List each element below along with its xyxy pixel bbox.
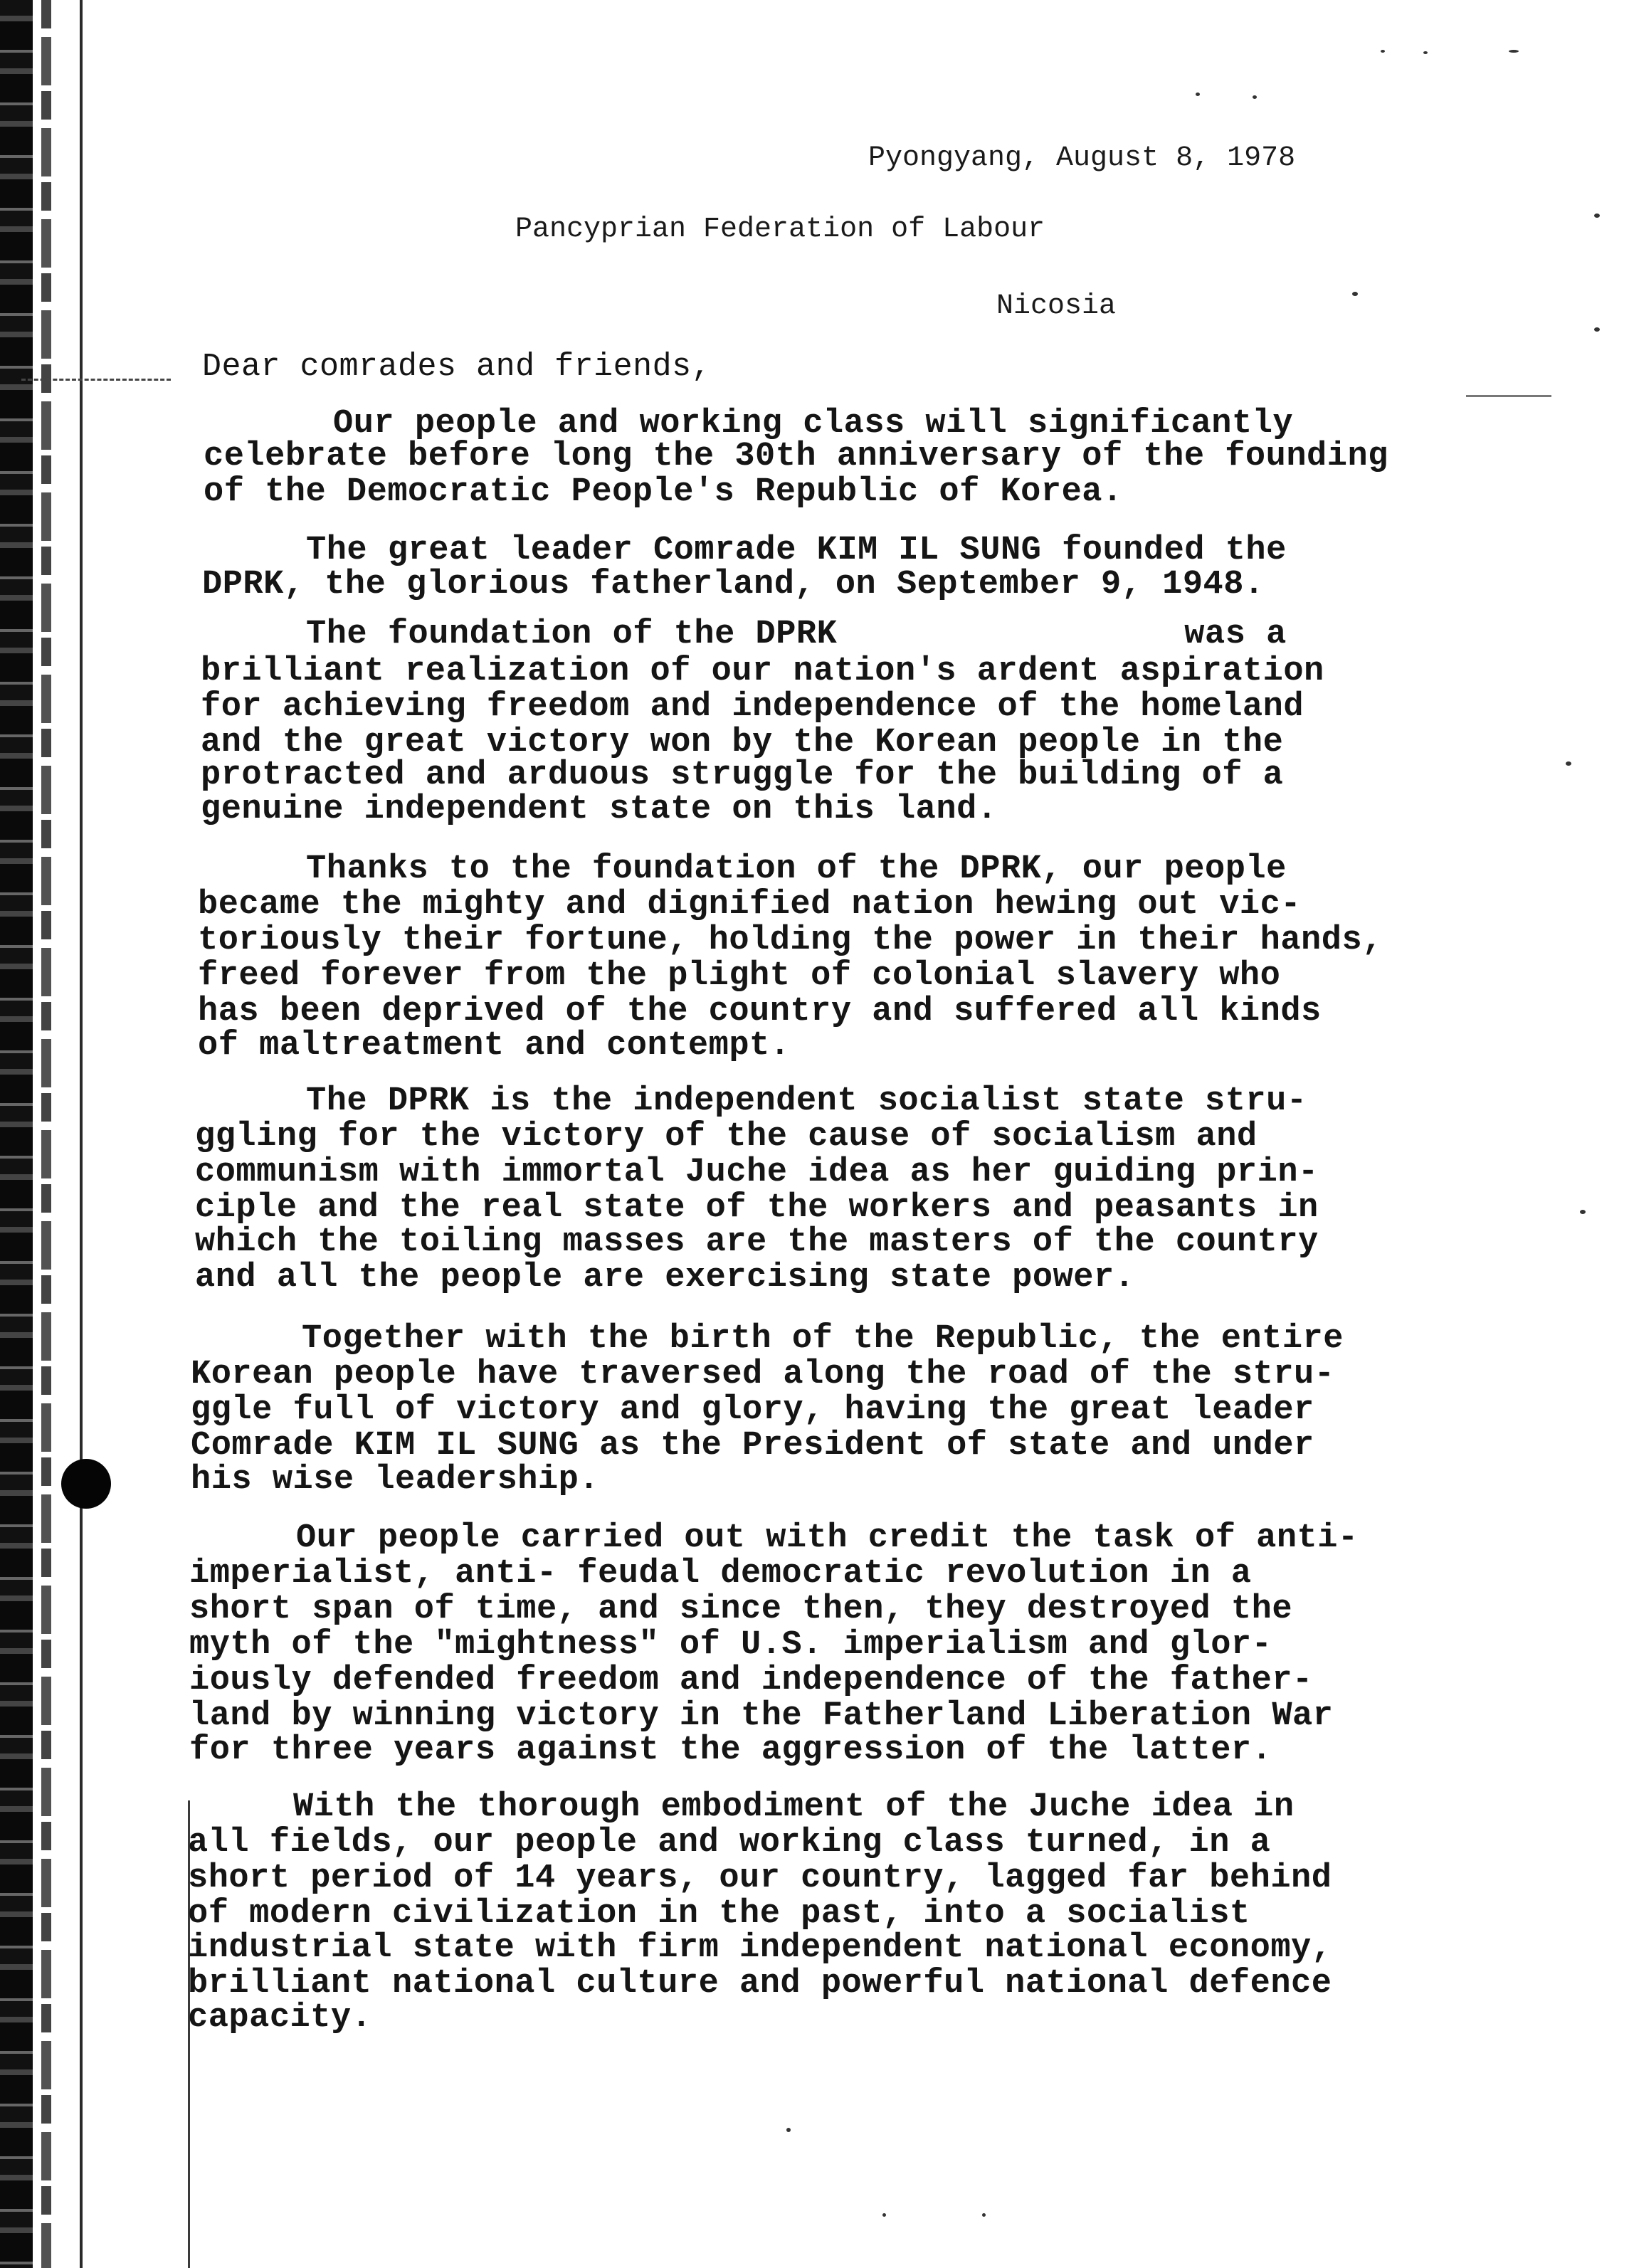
text-line: celebrate before long the 30th anniversary of the founding xyxy=(204,438,1388,475)
text-line: Korean people have traversed along the road of the stru- xyxy=(191,1356,1335,1393)
scan-speck xyxy=(1196,93,1200,96)
scan-speck xyxy=(1594,327,1600,332)
scan-edge-line xyxy=(80,0,83,2268)
text-line: land by winning victory in the Fatherland Liberation War xyxy=(189,1697,1334,1735)
scan-speck xyxy=(1423,51,1428,54)
text-line: and all the people are exercising state power. xyxy=(195,1259,1135,1297)
text-line: ggling for the victory of the cause of socialism and xyxy=(195,1118,1258,1156)
text-line: his wise leadership. xyxy=(191,1461,600,1499)
text-line: brilliant realization of our nation's ardent aspiration xyxy=(201,653,1324,690)
text-line: DPRK, the glorious fatherland, on September 9, 1948. xyxy=(202,566,1265,603)
scan-speck xyxy=(786,2128,791,2132)
text-line: Our people and working class will significantly xyxy=(333,405,1294,443)
letter-recipient: Pancyprian Federation of Labour xyxy=(515,213,1045,246)
text-line: imperialist, anti- feudal democratic revolution in a xyxy=(189,1555,1252,1593)
text-line: capacity. xyxy=(188,1999,372,2037)
text-line: all fields, our people and working class turned, in a xyxy=(188,1824,1271,1862)
scan-speck xyxy=(1352,292,1358,296)
text-line: for achieving freedom and independence of the homeland xyxy=(201,688,1304,726)
scan-speck xyxy=(1381,50,1385,53)
text-line: myth of the "mightness" of U.S. imperialism and glor- xyxy=(189,1626,1272,1664)
text-line: has been deprived of the country and suffered all kinds xyxy=(198,993,1322,1030)
scan-speck xyxy=(1580,1210,1586,1214)
scan-speck xyxy=(1566,761,1571,766)
text-line: of maltreatment and contempt. xyxy=(198,1027,791,1065)
text-line: The great leader Comrade KIM IL SUNG founded the xyxy=(306,532,1287,569)
scan-speck xyxy=(1509,50,1519,53)
scan-speck xyxy=(1594,213,1600,218)
text-line: Thanks to the foundation of the DPRK, our people xyxy=(306,850,1287,888)
text-line: ciple and the real state of the workers and peasants in xyxy=(195,1189,1319,1227)
text-line: became the mighty and dignified nation hewing out vic- xyxy=(198,886,1302,924)
text-line: The foundation of the DPRK was a xyxy=(306,616,1287,653)
margin-dash-line xyxy=(21,379,171,381)
text-line: The DPRK is the independent socialist state stru- xyxy=(306,1082,1307,1120)
text-line: protracted and arduous struggle for the building of a xyxy=(201,756,1284,794)
text-line: short period of 14 years, our country, lagged far behind xyxy=(188,1860,1332,1897)
text-line: Comrade KIM IL SUNG as the President of state and under xyxy=(191,1427,1314,1465)
text-line: communism with immortal Juche idea as her guiding prin- xyxy=(195,1154,1319,1191)
letter-date: Pyongyang, August 8, 1978 xyxy=(868,142,1296,174)
text-line: toriously their fortune, holding the power in their hands, xyxy=(198,922,1383,959)
text-line: iously defended freedom and independence of the father- xyxy=(189,1662,1313,1699)
text-line: industrial state with firm independent national economy, xyxy=(188,1929,1332,1967)
text-line: for three years against the aggression of the latter. xyxy=(189,1731,1272,1769)
text-line: brilliant national culture and powerful national defence xyxy=(188,1965,1332,2003)
text-line: short span of time, and since then, they destroyed the xyxy=(189,1591,1293,1628)
text-line: With the thorough embodiment of the Juche idea in xyxy=(293,1788,1295,1826)
scan-speck xyxy=(1253,95,1257,99)
text-line: freed forever from the plight of colonial slavery who xyxy=(198,957,1281,995)
scan-edge-bar-inner xyxy=(41,0,51,2268)
text-line: genuine independent state on this land. xyxy=(201,791,998,828)
text-line: of the Democratic People's Republic of Korea. xyxy=(204,473,1123,511)
scan-speck xyxy=(1466,395,1551,397)
text-line: Together with the birth of the Republic, the entire xyxy=(302,1320,1344,1358)
text-line: ggle full of victory and glory, having the great leader xyxy=(191,1391,1314,1429)
text-line: which the toiling masses are the masters of the country xyxy=(195,1223,1319,1261)
punch-hole xyxy=(61,1459,111,1509)
letter-city: Nicosia xyxy=(996,290,1117,322)
scan-edge-bar xyxy=(0,0,33,2268)
text-line: of modern civilization in the past, into a socialist xyxy=(188,1895,1250,1933)
text-line: Our people carried out with credit the task of anti- xyxy=(296,1519,1359,1557)
scan-speck xyxy=(882,2213,886,2217)
text-line: and the great victory won by the Korean people in the xyxy=(201,724,1284,761)
scan-speck xyxy=(982,2213,986,2217)
salutation: Dear comrades and friends, xyxy=(202,349,712,385)
